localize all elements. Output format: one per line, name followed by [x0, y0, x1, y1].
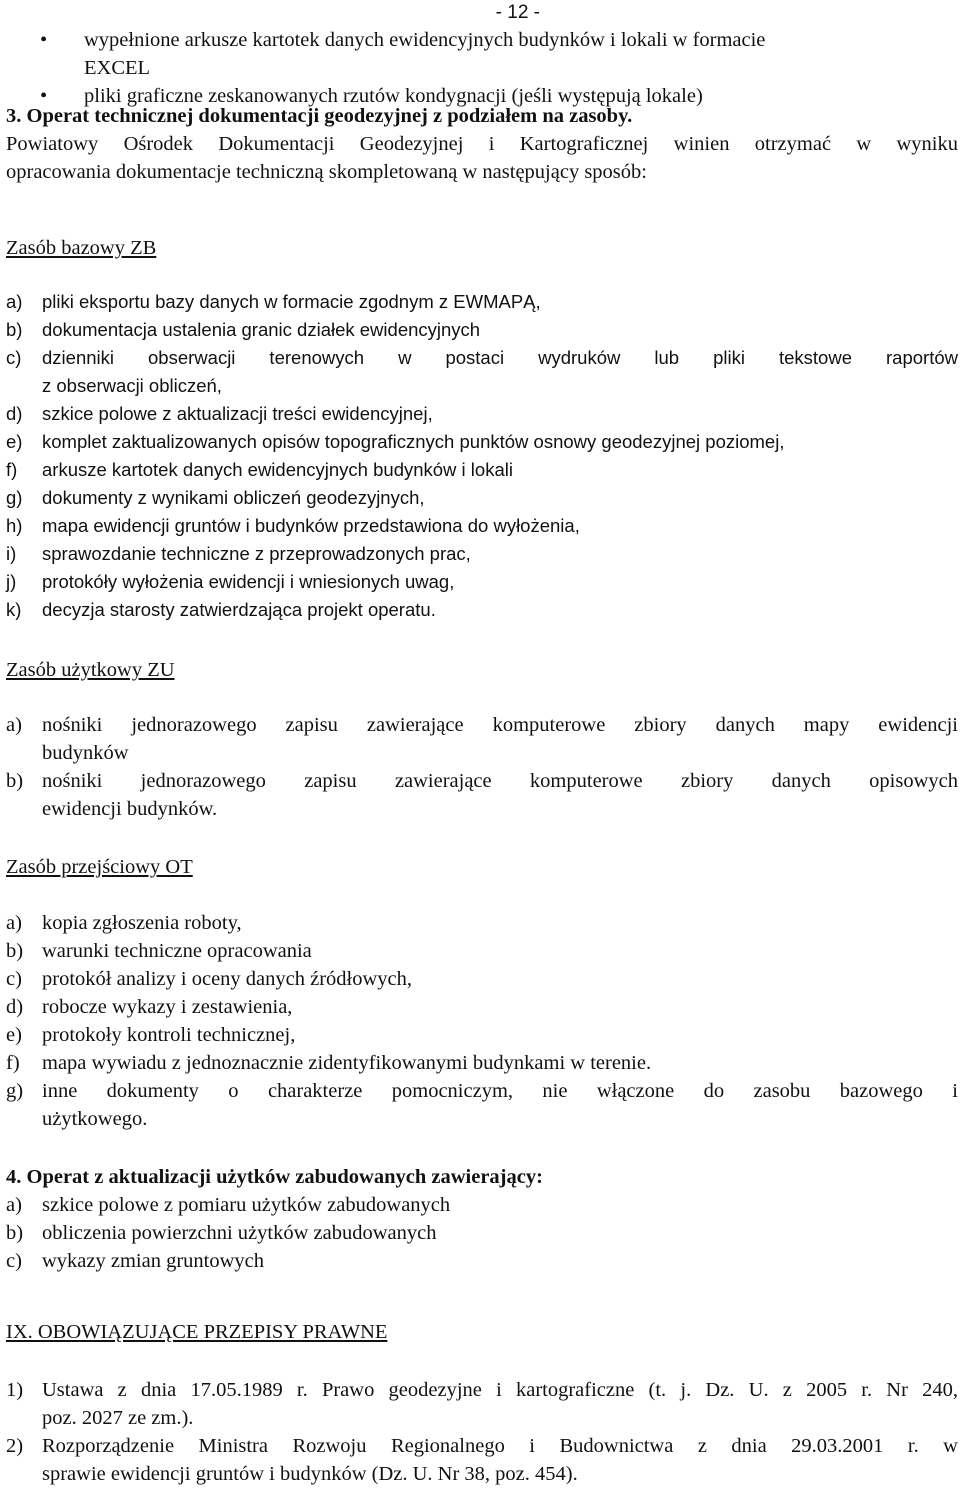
list-item — [6, 400, 958, 428]
list-item — [40, 26, 940, 82]
list-item — [6, 428, 958, 456]
item-text: mapa wywiadu z jednoznacznie zidentyfikowanymi budynkami w terenie. — [42, 1052, 652, 1074]
item-text: arkusze kartotek danych ewidencyjnych budynków i lokali — [42, 459, 513, 480]
item-text: warunki techniczne opracowania — [42, 940, 312, 962]
section-4-number: 4. — [6, 1166, 22, 1188]
bullet-text: wypełnione arkusze kartotek danych ewidencyjnych budynków i lokali w formacie — [84, 29, 766, 51]
item-label: c) — [6, 347, 22, 368]
item-text: decyzja starosty zatwierdzająca projekt operatu. — [42, 599, 436, 620]
item-label: a) — [6, 912, 22, 934]
item-text: komplet zaktualizowanych opisów topograficznych punktów osnowy geodezyjnej poziomej, — [42, 431, 785, 452]
page-number: - 12 - — [495, 2, 540, 23]
zb-list — [6, 288, 958, 624]
item-label: b) — [6, 770, 24, 792]
list-item — [6, 596, 958, 624]
zu-heading — [6, 656, 958, 684]
list-item — [6, 909, 958, 937]
item-label: 2) — [6, 1435, 24, 1457]
item-text-continued: ewidencji budynków. — [42, 798, 218, 820]
list-item — [6, 288, 958, 316]
item-text: Ustawa z dnia 17.05.1989 r. Prawo geodezyjne i kartograficzne (t. j. Dz. U. z 2005 r. Nr 240, — [42, 1379, 958, 1401]
list-item — [6, 1021, 958, 1049]
item-text: obliczenia powierzchni użytków zabudowanych — [42, 1222, 437, 1244]
bullet-text: pliki graficzne zeskanowanych rzutów kondygnacji (jeśli występują lokale) — [84, 85, 703, 107]
section-4-list — [6, 1191, 958, 1275]
section-9-heading — [6, 1318, 958, 1346]
section-9-list — [6, 1376, 958, 1488]
item-text: nośniki jednorazowego zapisu zawierające komputerowe zbiory danych mapy ewidencji — [42, 714, 958, 736]
item-text: dokumentacja ustalenia granic działek ewidencyjnych — [42, 319, 481, 340]
item-label: f) — [6, 1052, 20, 1074]
list-item — [6, 512, 958, 540]
item-text: pliki eksportu bazy danych w formacie zgodnym z EWMAPĄ, — [42, 291, 541, 312]
zb-heading-text: Zasób bazowy ZB — [6, 237, 157, 259]
list-item — [6, 568, 958, 596]
bullet-text-continued: EXCEL — [84, 57, 151, 79]
item-label: b) — [6, 940, 24, 962]
ot-heading-text: Zasób przejściowy OT — [6, 856, 193, 878]
item-label: c) — [6, 1250, 22, 1272]
item-label: e) — [6, 1024, 22, 1046]
item-text-continued: sprawie ewidencji gruntów i budynków (Dz. U. Nr 38, poz. 454). — [42, 1463, 578, 1485]
item-label: b) — [6, 1222, 24, 1244]
list-item — [6, 1376, 958, 1432]
item-label: a) — [6, 291, 23, 312]
list-item — [6, 484, 958, 512]
bullet-icon: • — [40, 85, 48, 107]
item-label: h) — [6, 515, 23, 536]
item-text: Rozporządzenie Ministra Rozwoju Regionalnego i Budownictwa z dnia 29.03.2001 r. w — [42, 1435, 958, 1457]
list-item — [6, 540, 958, 568]
ot-heading — [6, 853, 958, 881]
item-label: a) — [6, 714, 22, 736]
item-text: kopia zgłoszenia roboty, — [42, 912, 242, 934]
item-label: j) — [6, 571, 17, 592]
item-text: nośniki jednorazowego zapisu zawierające komputerowe zbiory danych opisowych — [42, 770, 958, 792]
list-item — [6, 456, 958, 484]
item-label: a) — [6, 1194, 22, 1216]
list-item — [6, 344, 958, 400]
list-item — [6, 937, 958, 965]
list-item — [6, 1219, 958, 1247]
item-text: wykazy zmian gruntowych — [42, 1250, 265, 1272]
item-label: d) — [6, 996, 24, 1018]
section-9-heading-text: IX. OBOWIĄZUJĄCE PRZEPISY PRAWNE — [6, 1321, 388, 1343]
section-3-intro-line-1: Powiatowy Ośrodek Dokumentacji Geodezyjnej i Kartograficznej winien otrzymać w wyniku — [6, 133, 958, 155]
section-3-intro-line-2: opracowania dokumentacje techniczną skompletowaną w następujący sposób: — [6, 161, 647, 183]
top-bullet-list — [40, 26, 940, 110]
item-text: szkice polowe z aktualizacji treści ewidencyjnej, — [42, 403, 433, 424]
list-item — [6, 993, 958, 1021]
bullet-icon: • — [40, 29, 48, 51]
item-text: protokoły kontroli technicznej, — [42, 1024, 296, 1046]
item-text: dokumenty z wynikami obliczeń geodezyjnych, — [42, 487, 425, 508]
item-label: d) — [6, 403, 23, 424]
item-label: c) — [6, 968, 22, 990]
item-text: dzienniki obserwacji terenowych w postaci wydruków lub pliki tekstowe raportów — [42, 347, 958, 368]
section-4-title — [6, 1163, 958, 1191]
item-text: robocze wykazy i zestawienia, — [42, 996, 293, 1018]
list-item — [6, 965, 958, 993]
item-text: protokóły wyłożenia ewidencji i wniesionych uwag, — [42, 571, 455, 592]
section-4-title-text: Operat z aktualizacji użytków zabudowanych zawierający: — [26, 1166, 543, 1188]
item-text: inne dokumenty o charakterze pomocniczym, nie włączone do zasobu bazowego i — [42, 1080, 958, 1102]
item-text: protokół analizy i oceny danych źródłowych, — [42, 968, 413, 990]
item-text-continued: budynków — [42, 742, 129, 764]
item-text: mapa ewidencji gruntów i budynków przedstawiona do wyłożenia, — [42, 515, 580, 536]
section-3-title: 3. Operat technicznej dokumentacji geodezyjnej z podziałem na zasoby. — [6, 105, 633, 127]
list-item — [6, 1191, 958, 1219]
list-item — [6, 316, 958, 344]
item-label: i) — [6, 543, 17, 564]
zu-list — [6, 711, 958, 823]
list-item — [6, 767, 958, 823]
zu-heading-text: Zasób użytkowy ZU — [6, 659, 175, 681]
list-item — [6, 1077, 958, 1133]
item-label: b) — [6, 319, 23, 340]
item-text-continued: z obserwacji obliczeń, — [42, 375, 222, 396]
item-label: k) — [6, 599, 22, 620]
section-3 — [6, 102, 958, 186]
list-item — [6, 1432, 958, 1488]
item-text: szkice polowe z pomiaru użytków zabudowanych — [42, 1194, 451, 1216]
item-label: g) — [6, 1080, 24, 1102]
item-label: f) — [6, 459, 18, 480]
item-label: 1) — [6, 1379, 24, 1401]
list-item — [6, 1049, 958, 1077]
list-item — [6, 711, 958, 767]
item-text-continued: poz. 2027 ze zm.). — [42, 1407, 194, 1429]
list-item — [6, 1247, 958, 1275]
item-text: sprawozdanie techniczne z przeprowadzonych prac, — [42, 543, 471, 564]
ot-list — [6, 909, 958, 1133]
item-label: g) — [6, 487, 23, 508]
item-text-continued: użytkowego. — [42, 1108, 148, 1130]
item-label: e) — [6, 431, 23, 452]
zb-heading — [6, 234, 958, 262]
